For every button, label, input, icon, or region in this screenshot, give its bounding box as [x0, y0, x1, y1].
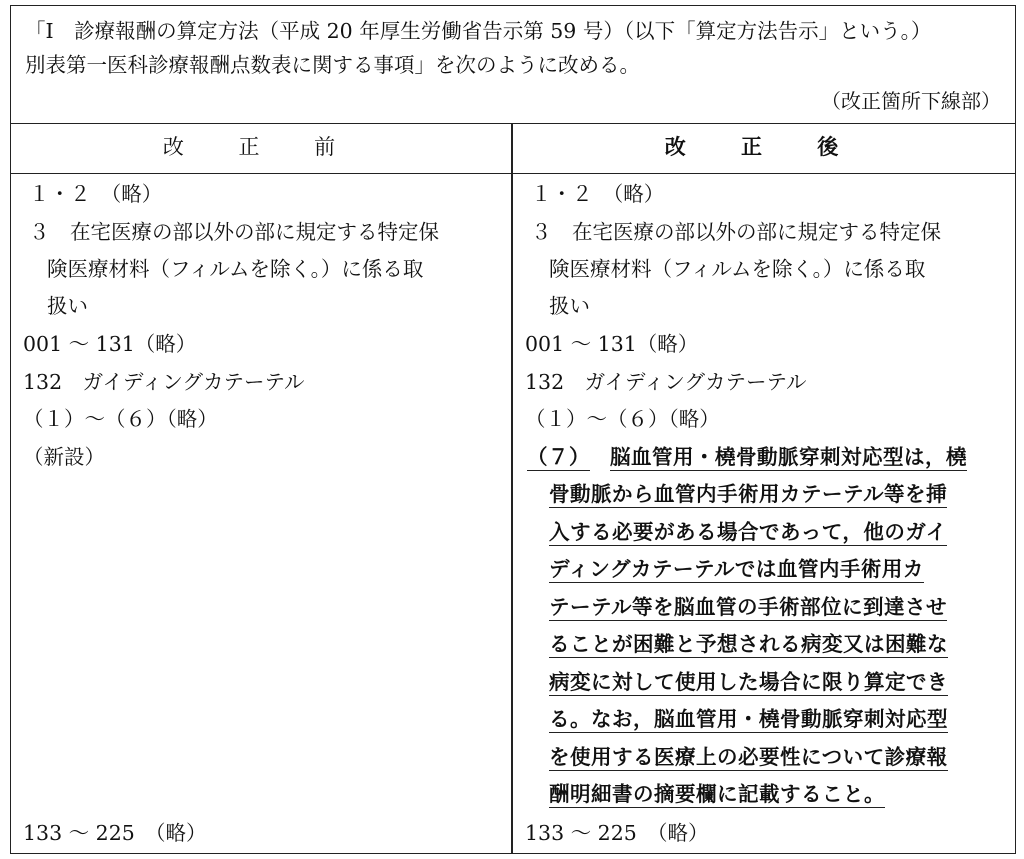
new-item-text: 脳血管用・橈骨動脈穿刺対応型は，橈	[610, 445, 967, 469]
after-line: 険医療材料（フィルムを除く。）に係る取	[549, 257, 926, 281]
before-line: ３ 在宅医療の部以外の部に規定する特定保	[29, 220, 439, 244]
new-item-text: 入する必要がある場合であって，他のガイ	[549, 520, 947, 544]
before-line: 険医療材料（フィルムを除く。）に係る取	[47, 257, 424, 281]
new-item-line	[549, 739, 948, 776]
after-column	[513, 174, 1015, 853]
after-line: １・２ （略）	[531, 182, 665, 206]
after-line: 001 ～ 131（略）	[525, 332, 699, 356]
new-item-line	[549, 776, 885, 813]
before-column	[11, 174, 511, 853]
new-item-line	[549, 514, 947, 551]
after-line: 132 ガイディングカテーテル	[525, 370, 807, 394]
header-after: 改 正 後	[664, 135, 863, 159]
before-line: １・２ （略）	[29, 182, 163, 206]
before-line: 扱い	[47, 294, 88, 318]
after-line: （１）～（６）（略）	[525, 407, 720, 431]
amendment-table	[10, 5, 1016, 854]
before-line: 001 ～ 131（略）	[23, 332, 197, 356]
table-header	[11, 124, 1015, 174]
new-item-line	[549, 664, 948, 701]
new-item-text: 酬明細書の摘要欄に記載すること。	[549, 782, 885, 806]
intro-line-1: 「Ⅰ 診療報酬の算定方法（平成 20 年厚生労働省告示第 59 号）（以下「算定方法告示」という。）	[25, 19, 932, 43]
new-item-line	[549, 589, 947, 626]
new-item-line	[549, 701, 948, 738]
new-item-text: を使用する医療上の必要性について診療報	[549, 745, 948, 769]
intro-section	[11, 6, 1015, 124]
before-line: 132 ガイディングカテーテル	[23, 370, 305, 394]
new-item-text: ディングカテーテルでは血管内手術用カ	[549, 557, 924, 581]
new-item-number: （７）	[527, 445, 590, 469]
new-item-line	[549, 476, 947, 513]
new-item-line	[549, 551, 924, 588]
after-line: 133 ～ 225 （略）	[525, 821, 709, 845]
new-item-line	[527, 439, 967, 476]
new-item-text: 病変に対して使用した場合に限り算定でき	[549, 670, 948, 694]
header-before: 改 正 前	[162, 135, 360, 159]
new-item-text: 骨動脈から血管内手術用カテーテル等を挿	[549, 482, 947, 506]
new-placeholder: （新設）	[23, 445, 105, 469]
intro-line-2: 別表第一医科診療報酬点数表に関する事項」を次のように改める。	[25, 53, 640, 77]
new-item-text: る。なお，脳血管用・橈骨動脈穿刺対応型	[549, 707, 948, 731]
amendment-note: （改正箇所下線部）	[821, 89, 1001, 113]
after-line: 扱い	[549, 294, 590, 318]
after-line: ３ 在宅医療の部以外の部に規定する特定保	[531, 220, 941, 244]
new-item-line	[549, 626, 948, 663]
new-item-text: テーテル等を脳血管の手術部位に到達させ	[549, 595, 947, 619]
new-item-text: ることが困難と予想される病変又は困難な	[549, 632, 948, 656]
before-line: 133 ～ 225 （略）	[23, 821, 207, 845]
before-line: （１）～（６）（略）	[23, 407, 218, 431]
